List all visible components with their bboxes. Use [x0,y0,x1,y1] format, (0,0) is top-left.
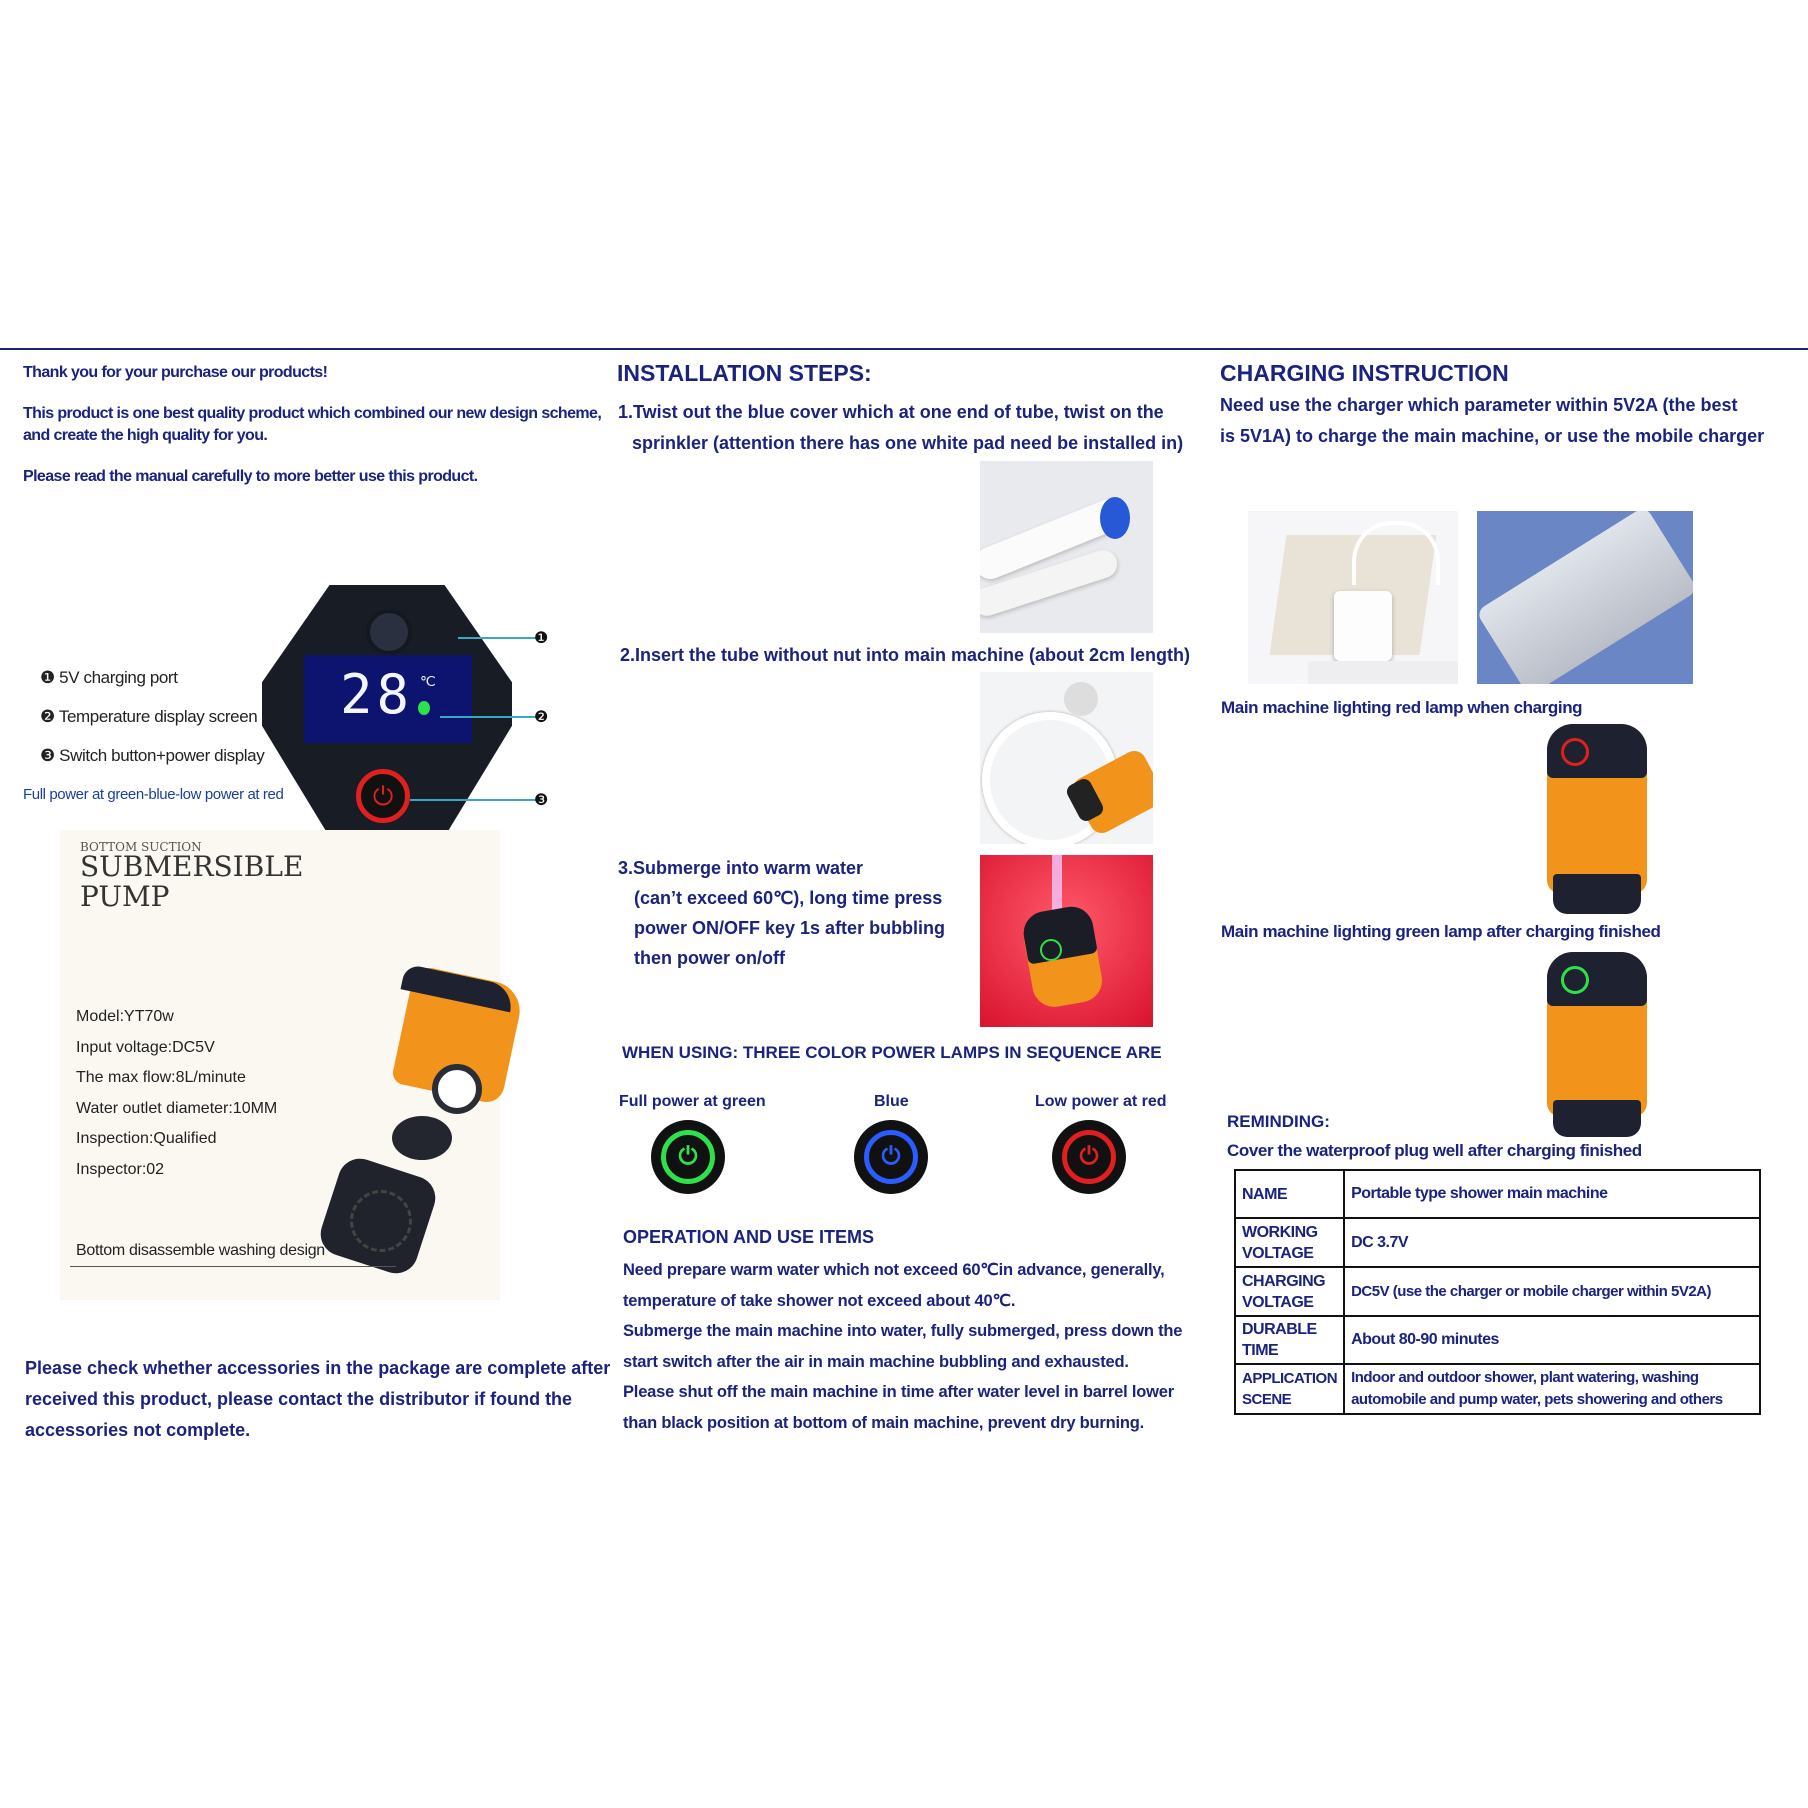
water-drop-icon [418,701,430,715]
submerge-photo [980,855,1153,1027]
lamp-label-red: Low power at red [1035,1093,1167,1110]
sprinkler-photo [980,461,1153,633]
top-divider [0,348,1808,350]
charger-adapter-image [1334,591,1392,661]
power-bank-photo [1477,511,1693,684]
filter-grille-icon [350,1190,412,1252]
socket-image [1308,661,1458,684]
charging-title: CHARGING INSTRUCTION [1220,360,1509,386]
table-value: DC 3.7V [1344,1218,1760,1267]
cable-image [1352,521,1440,585]
lamp-label-blue: Blue [874,1093,909,1110]
accessories-check-note: Please check whether accessories in the package are complete after received this product, please contact the distributor if found the accessories not complete. [25,1358,611,1440]
table-row [1235,1267,1760,1316]
callout-item-1: ❶ 5V charging port [40,668,178,687]
callout-marker-1: ❶ [534,630,549,647]
shower-head-image [1064,682,1098,716]
spec-item: Input voltage:DC5V [76,1038,215,1056]
temperature-readout: 28 [340,663,414,726]
power-button-icon: ⏻ [356,769,410,823]
blue-power-lamp [854,1120,928,1194]
pump-base [1553,1100,1641,1137]
red-lamp-caption: Main machine lighting red lamp when charging [1221,698,1583,717]
impeller-icon [432,1064,482,1114]
charging-desc-2: is 5V1A) to charge the main machine, or use the mobile charger [1220,426,1765,446]
table-value: Indoor and outdoor shower, plant watering, washing automobile and pump water, pets showering and others [1344,1364,1760,1414]
table-row [1235,1316,1760,1364]
suction-big-title: SUBMERSIBLE PUMP [80,850,304,913]
read-manual-text: Please read the manual carefully to more better use this product. [23,468,478,485]
step-2-text: 2.Insert the tube without nut into main machine (about 2cm length) [620,645,1191,665]
power-note: Full power at green-blue-low power at red [23,786,284,803]
operation-text: Need prepare warm water which not exceed 60℃in advance, generally, temperature of take shower not exceed about 40℃. Submerge the main machine into water, fully submerged, press down the start switch after the air in main machine bubbling and exhausted. Please shut off the main machine in time after water level in barrel lower than black position at bottom of main machine, prevent dry burning. [623,1261,1183,1432]
table-key: DURABLE TIME [1235,1316,1344,1364]
pump-info-panel [60,830,500,1300]
table-row [1235,1170,1760,1218]
spec-item: Inspector:02 [76,1160,165,1178]
spec-list [76,1002,277,1185]
pump-top-view [262,585,512,841]
power-icon: ⏻ [864,1130,918,1184]
power-icon: ⏻ [1062,1130,1116,1184]
step-1-line-2: sprinkler (attention there has one white pad need be installed in) [632,433,1184,453]
green-lamp-icon [1561,966,1589,994]
power-icon: ⏻ [661,1130,715,1184]
red-lamp-icon [1561,738,1589,766]
thanks-text: Thank you for your purchase our products! [23,364,328,381]
intro-text: This product is one best quality product which combined our new design scheme, and create the high quality for you. [23,405,602,444]
table-key: WORKING VOLTAGE [1235,1218,1344,1267]
spec-item: Water outlet diameter:10MM [76,1099,278,1117]
table-value: About 80-90 minutes [1344,1316,1760,1364]
spec-item: The max flow:8L/minute [76,1069,246,1086]
power-bank-image [1477,511,1693,684]
charger-photo [1248,511,1458,684]
charging-desc-1: Need use the charger which parameter within 5V2A (the best [1220,395,1738,415]
washing-caption: Bottom disassemble washing design [76,1242,325,1259]
celsius-unit: ℃ [420,673,436,689]
pump-charging-red-image [1547,724,1647,914]
callout-line-1 [458,637,536,639]
table-row [1235,1364,1760,1414]
pump-charged-green-image [1547,952,1647,1137]
green-lamp-caption: Main machine lighting green lamp after charging finished [1221,922,1661,941]
table-row [1235,1218,1760,1267]
lamp-label-green: Full power at green [619,1093,766,1110]
spec-item: Model:YT70w [76,1008,174,1025]
green-power-lamp [651,1120,725,1194]
pump-base [1553,874,1641,914]
table-value: Portable type shower main machine [1344,1170,1760,1218]
spec-table [1234,1169,1761,1415]
red-power-lamp [1052,1120,1126,1194]
operation-title: OPERATION AND USE ITEMS [623,1227,875,1247]
installation-title: INSTALLATION STEPS: [617,360,872,386]
callout-marker-2: ❷ [534,709,549,726]
table-key: CHARGING VOLTAGE [1235,1267,1344,1316]
impeller-part-image [392,1116,452,1160]
callout-item-2: ❷ Temperature display screen [40,707,258,726]
table-key: APPLICATION SCENE [1235,1364,1344,1414]
reminding-label: REMINDING: [1227,1112,1330,1131]
green-lamp-icon [1040,939,1062,961]
callout-marker-3: ❸ [534,792,549,809]
callout-item-3: ❸ Switch button+power display [40,746,265,765]
callout-line-2 [440,716,536,718]
spec-item: Inspection:Qualified [76,1130,217,1147]
washing-underline [70,1266,396,1267]
blue-cover-icon [1100,497,1130,539]
tube-insert-photo [980,672,1153,844]
suction-small-title: BOTTOM SUCTION [80,840,202,854]
table-value: DC5V (use the charger or mobile charger within 5V2A) [1344,1267,1760,1316]
step-3-text: 3.Submerge into warm water (can’t exceed 60℃), long time press power ON/OFF key 1s after bubbling then power on/off [618,858,946,968]
charging-port-icon [366,609,412,655]
lamps-title: WHEN USING: THREE COLOR POWER LAMPS IN SEQUENCE ARE [622,1043,1162,1062]
cover-plug-note: Cover the waterproof plug well after charging finished [1227,1141,1642,1160]
step-1-line-1: 1.Twist out the blue cover which at one end of tube, twist on the [618,402,1164,422]
callout-line-3 [410,799,536,801]
table-key: NAME [1235,1170,1344,1218]
